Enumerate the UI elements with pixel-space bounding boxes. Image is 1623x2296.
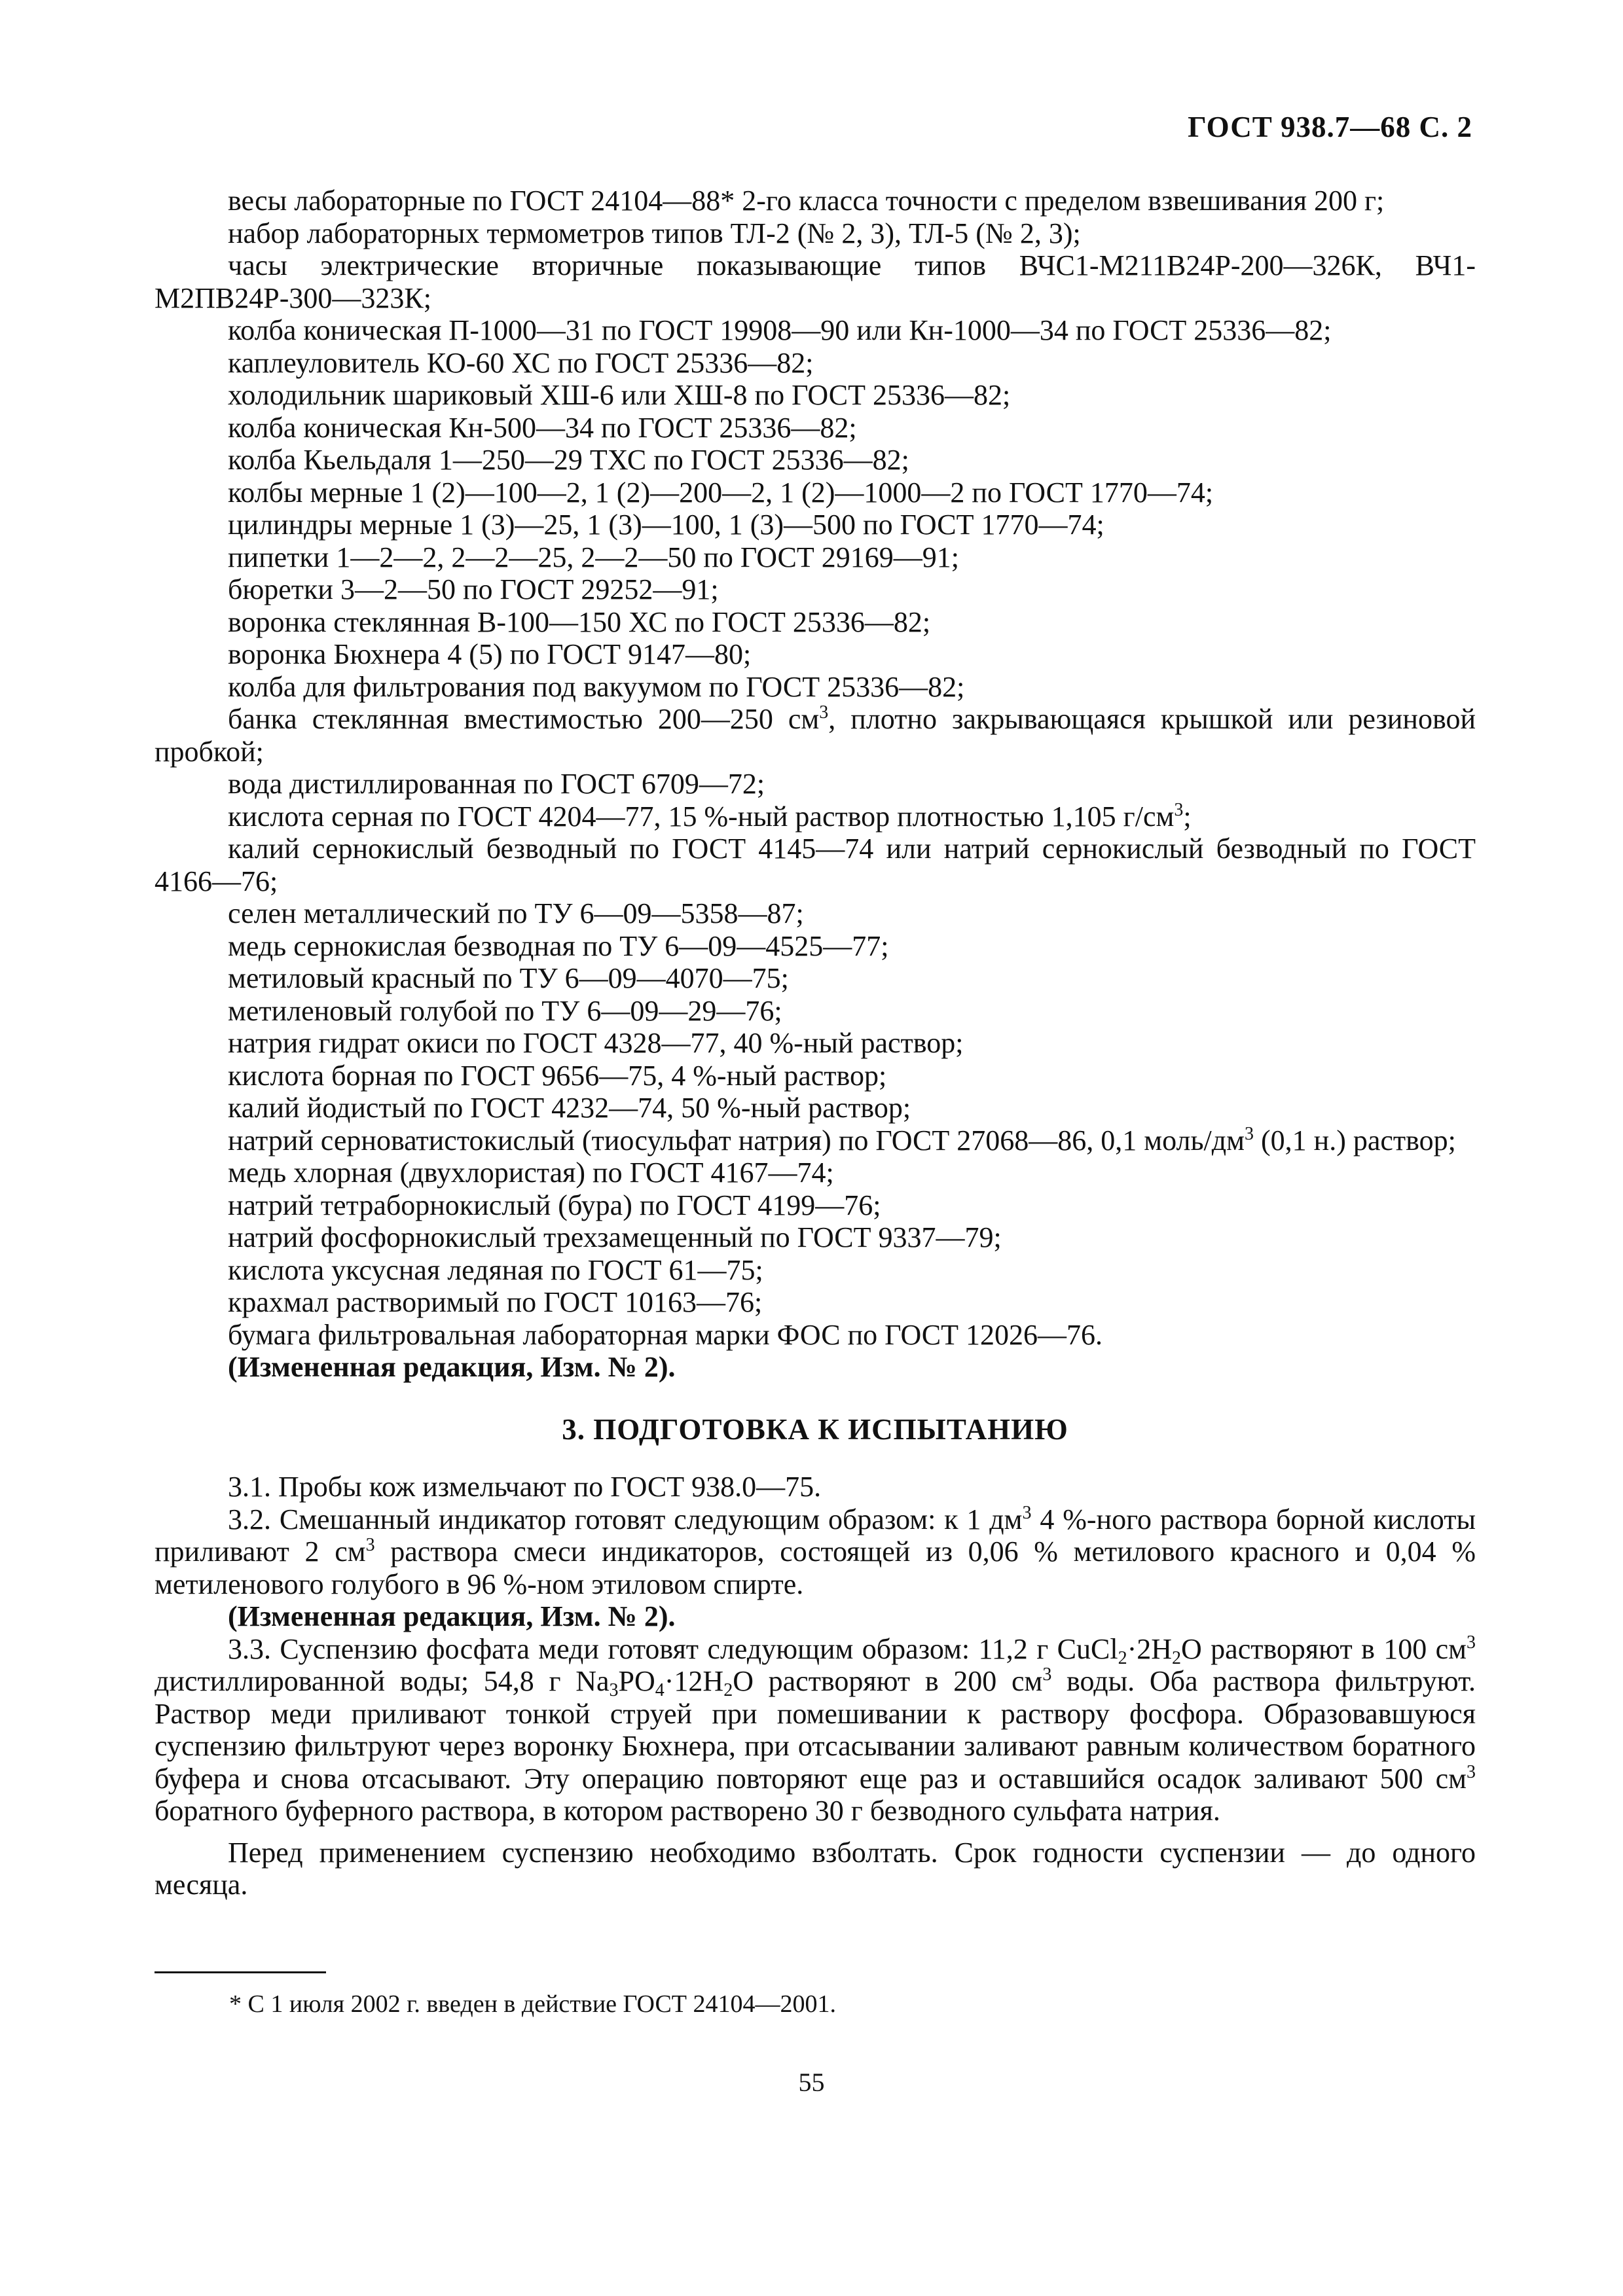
list-item: метиловый красный по ТУ 6—09—4070—75;	[228, 962, 789, 994]
list-item: калий сернокислый безводный по ГОСТ 4145—74 или натрий сернокислый безводный по ГОСТ 4166—76;	[155, 833, 1476, 897]
list-item: часы электрические вторичные показывающие типов ВЧС1-М211В24Р-200—326К, ВЧ1-М2ПВ24Р-300—323К;	[155, 249, 1476, 314]
list-item-jar: банка стеклянная вместимостью 200—250 $см^3$, плотно закрывающаяся крышкой или резиновой пробкой;	[155, 702, 1476, 768]
section-title: 3. ПОДГОТОВКА К ИСПЫТАНИЮ	[562, 1412, 1068, 1446]
footnote-divider	[155, 1971, 326, 1973]
list-item: колба Кьельдаля 1—250—29 ТХС по ГОСТ 25336—82;	[228, 444, 909, 476]
list-item: медь сернокислая безводная по ТУ 6—09—4525—77;	[228, 929, 889, 962]
list-item: метиленовый голубой по ТУ 6—09—29—76;	[228, 994, 782, 1027]
list-item-sulfuric: кислота серная по ГОСТ 4204—77, 15 %-ный раствор плотностью 1,105 $г/см^3$;	[228, 799, 1192, 833]
running-header: ГОСТ 938.7—68 С. 2	[1188, 111, 1472, 143]
list-item: вода дистиллированная по ГОСТ 6709—72;	[228, 768, 765, 800]
list-item: кислота борная по ГОСТ 9656—75, 4 %-ный раствор;	[228, 1059, 887, 1092]
paragraph-3-3: 3.3. Суспензию фосфата меди готовят следующим образом: 11,2 г $CuCl_2\cdot 2H_2O$ растворяют в 100 $см^3$ дистиллированной воды; 54,8 г $Na_3PO_4\cdot 12H_2O$ растворяют в 200 $см^3$ воды. Оба раствора фильтруют. Раствор меди приливают тонкой струей при помешивании к раствору фосфора. Образовавшуюся суспензию фильтруют через воронку Бюхнера, при отсасывании заливают равным количеством боратного буфера и снова отсасывают. Эту операцию повторяют еще раз и оставшийся осадок заливают 500 $см^3$ боратного буферного раствора, в котором растворено 30 г безводного сульфата натрия.	[155, 1632, 1476, 1827]
list-item: медь хлорная (двухлористая) по ГОСТ 4167—74;	[228, 1157, 834, 1189]
list-item: колба для фильтрования под вакуумом по ГОСТ 25336—82;	[228, 670, 965, 703]
list-item: пипетки 1—2—2, 2—2—25, 2—2—50 по ГОСТ 29169—91;	[228, 541, 959, 573]
list-item: натрий тетраборнокислый (бура) по ГОСТ 4199—76;	[228, 1189, 881, 1221]
list-item: воронка стеклянная В-100—150 ХС по ГОСТ 25336—82;	[228, 605, 931, 638]
footnote: * С 1 июля 2002 г. введен в действие ГОСТ 24104—2001.	[229, 1990, 837, 2018]
paragraph-3-2: 3.2. Смешанный индикатор готовят следующим образом: к 1 $дм^3$ 4 %-ного раствора борной кислоты приливают 2 $см^3$ раствора смеси индикаторов, состоящей из 0,06 % метилового красного и 0,04 % метиленового голубого в 96 %-ном этиловом спирте.	[155, 1502, 1476, 1600]
list-item: кислота уксусная ледяная по ГОСТ 61—75;	[228, 1253, 763, 1286]
list-item: бюретки 3—2—50 по ГОСТ 29252—91;	[228, 573, 719, 605]
amendment-note: (Измененная редакция, Изм. № 2).	[228, 1351, 676, 1383]
list-item: цилиндры мерные 1 (3)—25, 1 (3)—100, 1 (3)—500 по ГОСТ 1770—74;	[228, 509, 1104, 541]
list-item: крахмал растворимый по ГОСТ 10163—76;	[228, 1286, 763, 1318]
list-item: колбы мерные 1 (2)—100—2, 1 (2)—200—2, 1 (2)—1000—2 по ГОСТ 1770—74;	[228, 476, 1214, 509]
list-item: каплеуловитель КО-60 ХС по ГОСТ 25336—82;	[228, 346, 814, 379]
list-item: набор лабораторных термометров типов ТЛ-2 (№ 2, 3), ТЛ-5 (№ 2, 3);	[228, 217, 1081, 249]
list-item: калий йодистый по ГОСТ 4232—74, 50 %-ный раствор;	[228, 1092, 911, 1124]
list-item: колба коническая П-1000—31 по ГОСТ 19908—90 или Кн-1000—34 по ГОСТ 25336—82;	[228, 314, 1332, 346]
list-item: натрия гидрат окиси по ГОСТ 4328—77, 40 %-ный раствор;	[228, 1027, 964, 1059]
paragraph-final: Перед применением суспензию необходимо взболтать. Срок годности суспензии — до одного месяца.	[155, 1836, 1476, 1901]
document-body	[155, 185, 1476, 1901]
paragraph-3-1: 3.1. Пробы кож измельчают по ГОСТ 938.0—75.	[228, 1471, 822, 1503]
page-number: 55	[798, 2068, 825, 2097]
list-item: холодильник шариковый ХШ-6 или ХШ-8 по ГОСТ 25336—82;	[228, 379, 1011, 411]
list-item: бумага фильтровальная лабораторная марки ФОС по ГОСТ 12026—76.	[228, 1318, 1103, 1351]
list-item: натрий фосфорнокислый трехзамещенный по ГОСТ 9337—79;	[228, 1221, 1002, 1253]
list-item: весы лабораторные по ГОСТ 24104—88* 2-го класса точности с пределом взвешивания 200 г;	[228, 185, 1385, 217]
list-item: селен металлический по ТУ 6—09—5358—87;	[228, 897, 804, 929]
list-item: колба коническая Кн-500—34 по ГОСТ 25336—82;	[228, 411, 857, 444]
list-item: воронка Бюхнера 4 (5) по ГОСТ 9147—80;	[228, 638, 752, 670]
amendment-note: (Измененная редакция, Изм. № 2).	[228, 1600, 676, 1632]
list-item-thiosulfate: натрий серноватистокислый (тиосульфат натрия) по ГОСТ 27068—86, 0,1 моль/$дм^3$ (0,1 н.) раствор;	[228, 1123, 1456, 1157]
